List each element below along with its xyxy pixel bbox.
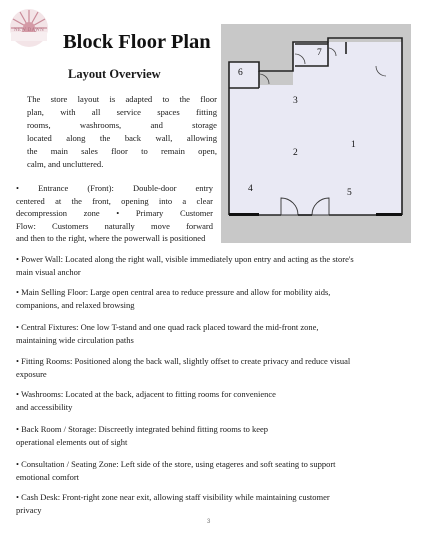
zone-label: 6 xyxy=(238,68,243,78)
entrance-line: centered at the front, opening into a clear xyxy=(16,195,213,206)
bullet-line: and accessibility xyxy=(16,401,73,412)
intro-paragraph xyxy=(27,93,217,170)
bullet-line: • Back Room / Storage: Discreetly integrated behind fitting rooms to keep xyxy=(16,424,269,434)
entrance-line: decompression zone • Primary Customer xyxy=(16,208,213,218)
entrance-paragraph xyxy=(16,182,213,232)
bullet-back-room-storage xyxy=(16,423,411,448)
bullet-line: • Main Selling Floor: Large open central area to reduce pressure and allow for mobility aids, xyxy=(16,287,331,297)
bullet-cash-desk xyxy=(16,491,411,516)
logo-text: NEW DAWN xyxy=(13,28,45,33)
zone-label: 1 xyxy=(351,140,356,150)
bullet-line: main visual anchor xyxy=(16,266,81,277)
intro-line: rooms, washrooms, and storage xyxy=(27,119,217,130)
bullet-line: • Central Fixtures: One low T-stand and one quad rack placed toward the mid-front zone, xyxy=(16,322,319,332)
intro-line: plan, with all service spaces fitting xyxy=(27,106,217,117)
bullet-line: companions, and relaxed browsing xyxy=(16,299,135,310)
bullet-line: • Power Wall: Located along the right wall, visible immediately upon entry and acting as the store's xyxy=(16,254,354,264)
main-sales-floor xyxy=(229,85,402,215)
intro-line: the main sales floor to remain open, xyxy=(27,145,217,156)
front-wall-left xyxy=(229,213,259,216)
floor-plan-drawing xyxy=(221,24,411,243)
zone-label: 7 xyxy=(317,48,322,58)
bullet-line: emotional comfort xyxy=(16,471,80,482)
bullet-line: • Washrooms: Located at the back, adjacent to fitting rooms for convenience xyxy=(16,389,276,399)
bullet-power-wall xyxy=(16,253,411,278)
page-number: 3 xyxy=(207,519,211,525)
floor-plan xyxy=(221,24,411,243)
bullet-line: exposure xyxy=(16,368,47,379)
bullet-line: privacy xyxy=(16,504,42,515)
bullet-line: • Consultation / Seating Zone: Left side of the store, using etageres and soft seating to support xyxy=(16,459,336,469)
bullet-fitting-rooms xyxy=(16,355,411,380)
intro-line: located along the back wall, allowing xyxy=(27,132,217,143)
bullet-central-fixtures xyxy=(16,321,411,346)
bullet-line: • Cash Desk: Front-right zone near exit, allowing staff visibility while maintaining customer xyxy=(16,492,330,502)
bullet-line: operational elements out of sight xyxy=(16,436,128,447)
entrance-line: and then to the right, where the powerwall is positioned xyxy=(16,233,206,243)
bullet-washrooms xyxy=(16,388,411,413)
front-wall-right xyxy=(376,213,402,216)
entrance-line: Flow: Customers naturally move forward xyxy=(16,220,213,231)
bullet-consultation-seating xyxy=(16,458,411,483)
zone-label: 3 xyxy=(293,96,298,106)
bullet-line: • Fitting Rooms: Positioned along the back wall, slightly offset to create privacy and reduce visual xyxy=(16,356,351,366)
zone-label: 2 xyxy=(293,148,298,158)
room-6 xyxy=(229,62,259,88)
page-title: Block Floor Plan xyxy=(63,31,211,53)
zone-label: 4 xyxy=(248,184,253,194)
entrance-line: • Entrance (Front): Double-door entry xyxy=(16,183,213,193)
bullet-main-selling-floor xyxy=(16,286,411,311)
bullet-line: maintaining wide circulation paths xyxy=(16,334,134,345)
zone-label: 5 xyxy=(347,188,352,198)
intro-line: The store layout is adapted to the floor xyxy=(27,94,217,104)
section-title: Layout Overview xyxy=(68,67,161,81)
intro-line: calm, and uncluttered. xyxy=(27,158,104,169)
